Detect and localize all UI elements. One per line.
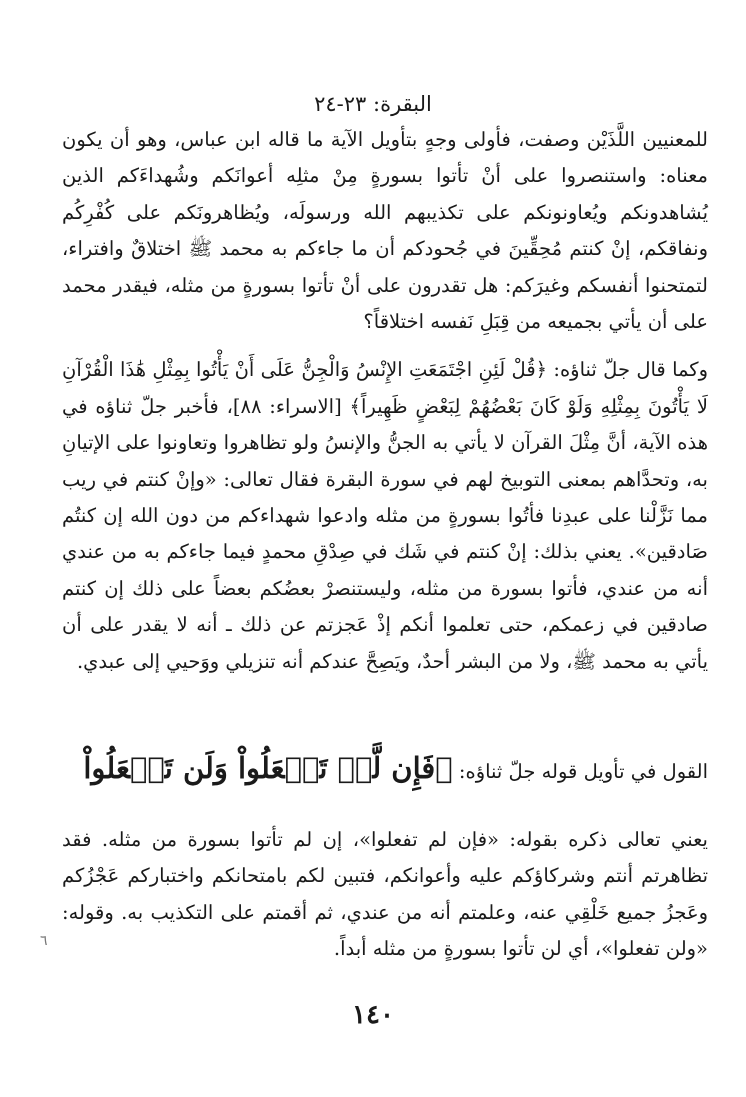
margin-note: ٦ xyxy=(40,933,48,949)
paragraph-2: وكما قال جلّ ثناؤه: ﴿قُلْ لَئِنِ اجْتَمَعَتِ الإِنْسُ وَالْجِنُّ عَلَى أَنْ يَأْتُوا بِمِثْلِ هَٰذَا الْقُرْآنِ لَا يَأْتُونَ بِمِثْلِهِ وَلَوْ كَانَ بَعْضُهُمْ لِبَعْضٍ ظَهِيراً﴾ [الاسراء: ٨٨]، فأخبر جلّ ثناؤه في هذه الآية، أنَّ مِثْلَ القرآن لا يأتي به الجنُّ والإنسُ ولو تظاهروا وتعاونوا على الإتيانِ به، وتحدَّاهم بمعنى التوبيخ لهم في سورة البقرة فقال تعالى: «وإنْ كنتم في ريب مما نَزَّلْنا على عبدِنا فأتُوا بسورةٍ من مثله وادعوا شهداءكم من دون الله إن كنتُم صَادقين». يعني بذلك: إنْ كنتم في شَك في صِدْقِ محمدٍ فيما جاءكم به من عندي أنه من عندي، فأتوا بسورة من مثله، وليستنصرْ بعضُكم بعضاً على ذلك إن كنتم صادقين في زعمكم، حتى تعلموا أنكم إذْ عَجزتم عن ذلك ـ أنه لا يقدر على أن يأتي به محمد ﷺ، ولا من البشر أحدٌ، ويَصِحَّ عندكم أنه تنزيلي ووَحيي إلى عبدي. xyxy=(62,358,708,673)
paragraph-3: يعني تعالى ذكره بقوله: «فإن لم تفعلوا»، إن لم تأتوا بسورة من مثله. فقد تظاهرتم أنتم وشركاؤكم عليه وأعوانكم، فتبين لكم بامتحانكم واختباركم عَجْزُكم وعَجزُ جميع خَلْقِي عنه، وعلمتم أنه من عندي، ثم أقمتم على التكذيب به. وقوله: «ولن تفعلوا»، أي لن تأتوا بسورةٍ من مثله أبداً. xyxy=(62,828,709,961)
running-title: البقرة: ٢٣-٢٤ xyxy=(314,92,432,116)
running-header xyxy=(0,90,746,118)
section-heading xyxy=(62,748,708,792)
commentary-text-block xyxy=(62,822,708,968)
paragraph-1: للمعنيين اللَّذَيْن وصفت، فأولى وجهٍ بتأويل الآية ما قاله ابن عباس، وهو أن يكون معناه: واستنصروا على أنْ تأتوا بسورةٍ مِنْ مثلِه أعوانَكم وشُهداءَكم الذين يُشاهدونكم ويُعاونونكم على تكذيبهم الله ورسولَه، ويُظاهرونَكم على كُفْرِكُم ونفاقكم، إنْ كنتم مُحِقِّينَ في جُحودكم أن ما جاءكم به محمد ﷺ اختلاقٌ وافتراء، لتمتحنوا أنفسكم وغيرَكم: هل تقدرون على أنْ تأتوا بسورةٍ من مثله، فيقدر محمد على أن يأتي بجميعه من قِبَلِ نَفسه اختلاقاً؟ xyxy=(62,128,708,334)
section-heading-prefix: القول في تأويل قوله جلّ ثناؤه: xyxy=(458,760,708,783)
section-heading-quran-verse: ﴿فَإِن لَّمۡ تَفۡعَلُواْ وَلَن تَفۡعَلُواْ xyxy=(83,751,453,785)
page-number: ١٤٠ xyxy=(352,1000,394,1030)
main-text-block xyxy=(62,122,708,680)
